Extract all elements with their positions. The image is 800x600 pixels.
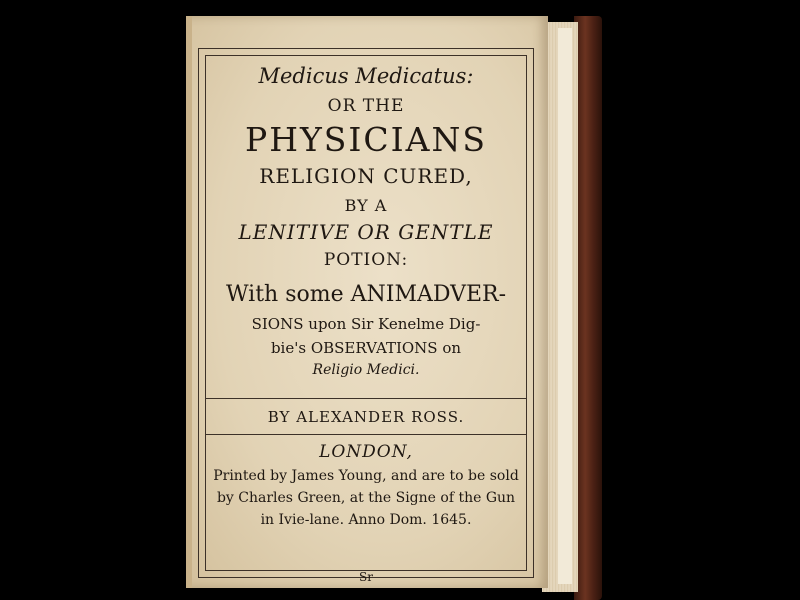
book-cover — [574, 16, 602, 600]
rule-below-author — [206, 434, 526, 435]
title-or-the: OR THE — [327, 96, 405, 116]
book — [186, 6, 606, 600]
subtitle-line-3: bie's OBSERVATIONS on — [270, 339, 462, 357]
title-latin: Medicus Medicatus: — [258, 64, 474, 88]
imprint-city: LONDON, — [319, 442, 413, 462]
rule-above-author — [206, 398, 526, 399]
title-by-a: BY A — [344, 196, 388, 215]
title-religion-cured: RELIGION CURED, — [259, 164, 473, 188]
imprint-seller: by Charles Green, at the Signe of the Gun — [216, 490, 516, 506]
title-page — [186, 16, 548, 588]
title-physicians: PHYSICIANS — [244, 120, 487, 159]
author-line: BY ALEXANDER ROSS. — [267, 408, 465, 426]
title-lenitive: LENITIVE OR GENTLE — [238, 220, 494, 244]
page-gutter — [186, 16, 192, 588]
imprint-date: in Ivie-lane. Anno Dom. 1645. — [260, 512, 472, 528]
subtitle-line-2: SIONS upon Sir Kenelme Dig- — [251, 315, 481, 333]
subtitle-line-4: Religio Medici. — [312, 362, 420, 378]
title-potion: POTION: — [323, 250, 409, 270]
imprint-printer: Printed by James Young, and are to be sold — [213, 468, 519, 484]
inner-page-edge — [558, 28, 572, 584]
signature-mark: Sr — [359, 570, 373, 584]
subtitle-line-1: With some ANIMADVER- — [225, 282, 507, 307]
